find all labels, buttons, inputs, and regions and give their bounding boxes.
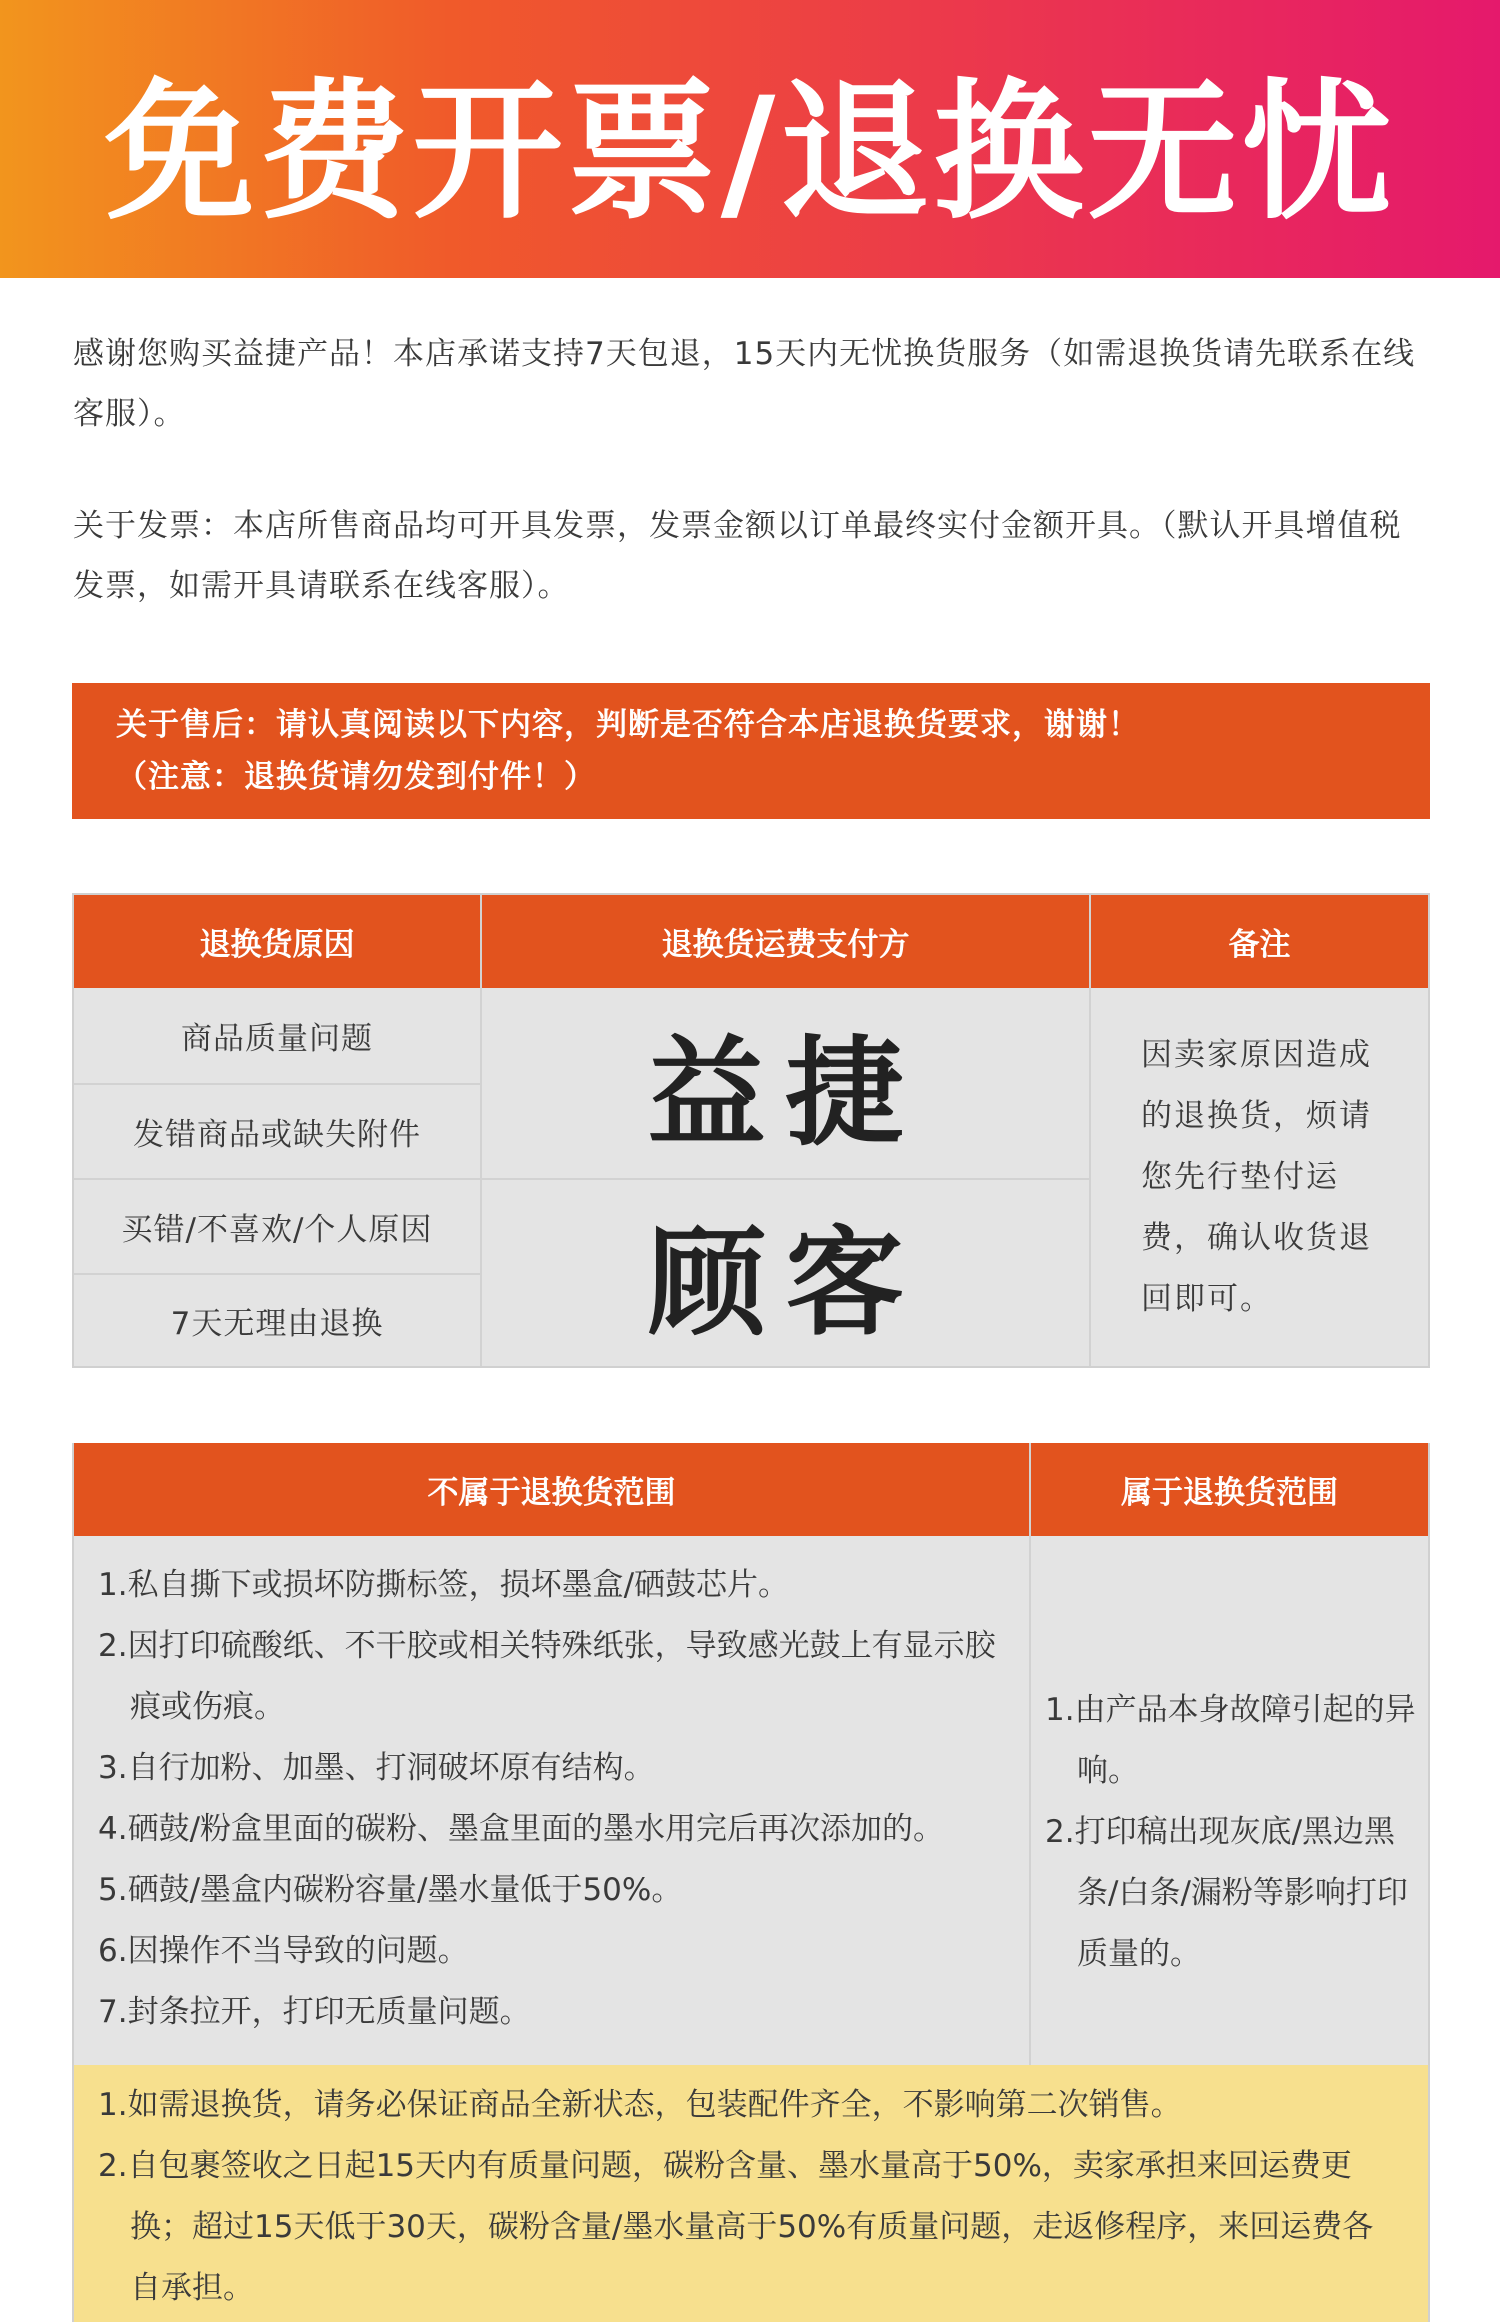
list-item: 1.由产品本身故障引起的异响。 — [1045, 1692, 1416, 1789]
list-item: 1.如需退换货，请务必保证商品全新状态，包装配件齐全，不影响第二次销售。 — [98, 2087, 1182, 2123]
header-shipping-payer: 退换货运费支付方 — [482, 895, 1089, 988]
invoice-text: 关于发票：本店所售商品均可开具发票，发票金额以订单最终实付金额开具。（默认开具增值税发票，如需开具请联系在线客服）。 — [73, 508, 1402, 604]
divider — [1089, 895, 1091, 1366]
payer-customer: 顾客 — [482, 1178, 1089, 1366]
return-scope-table — [72, 1443, 1430, 2322]
list-item: 1.私自撕下或损坏防撕标签，损坏墨盒/硒鼓芯片。 — [98, 1567, 790, 1603]
reason-personal: 买错/不喜欢/个人原因 — [74, 1178, 480, 1273]
header-not-eligible: 不属于退换货范围 — [74, 1443, 1029, 1536]
list-item: 7.封条拉开，打印无质量问题。 — [98, 1994, 531, 2030]
intro-text: 感谢您购买益捷产品！本店承诺支持7天包退，15天内无忧换货服务（如需退换货请先联系在线客服）。 — [73, 336, 1416, 432]
list-item: 2.打印稿出现灰底/黑边黑条/白条/漏粉等影响打印质量的。 — [1045, 1814, 1408, 1972]
eligible-list — [1045, 1680, 1420, 1985]
payer-seller: 益捷 — [647, 1024, 924, 1162]
list-item: 6.因操作不当导致的问题。 — [98, 1933, 469, 1969]
notice-line-1: 关于售后：请认真阅读以下内容，判断是否符合本店退换货要求，谢谢！ — [116, 707, 1140, 743]
not-eligible-list — [98, 1555, 1023, 2043]
divider — [1029, 1443, 1031, 2065]
header-eligible: 属于退换货范围 — [1031, 1443, 1428, 1536]
notice-line-2: （注意：退换货请勿发到付件！） — [116, 759, 596, 795]
return-reason-table — [72, 893, 1430, 1368]
reason-7-day: 7天无理由退换 — [74, 1273, 480, 1366]
banner — [0, 0, 1500, 278]
list-item: 2.自包裹签收之日起15天内有质量问题，碳粉含量、墨水量高于50%，卖家承担来回运费更换；超过15天低于30天，碳粉含量/墨水量高于50%有质量问题，走返修程序，来回运费各自承担。 — [98, 2148, 1374, 2306]
reason-wrong-item: 发错商品或缺失附件 — [74, 1083, 480, 1178]
header-return-reason: 退换货原因 — [74, 895, 480, 988]
list-item: 5.硒鼓/墨盒内碳粉容量/墨水量低于50%。 — [98, 1872, 683, 1908]
list-item: 3.自行加粉、加墨、打洞破坏原有结构。 — [98, 1750, 655, 1786]
divider — [480, 895, 482, 1366]
after-sales-notice — [72, 683, 1430, 819]
reason-quality: 商品质量问题 — [181, 1021, 373, 1057]
remark-text: 因卖家原因造成的退换货，烦请您先行垫付运费，确认收货退回即可。 — [1141, 1036, 1372, 1317]
header-remark: 备注 — [1091, 895, 1428, 988]
return-notes — [74, 2065, 1428, 2322]
banner-title: 免费开票/退换无忧 — [104, 66, 1396, 240]
list-item: 2.因打印硫酸纸、不干胶或相关特殊纸张，导致感光鼓上有显示胶痕或伤痕。 — [98, 1628, 996, 1725]
notes-list — [98, 2075, 1404, 2319]
list-item: 4.硒鼓/粉盒里面的碳粉、墨盒里面的墨水用完后再次添加的。 — [98, 1811, 945, 1847]
